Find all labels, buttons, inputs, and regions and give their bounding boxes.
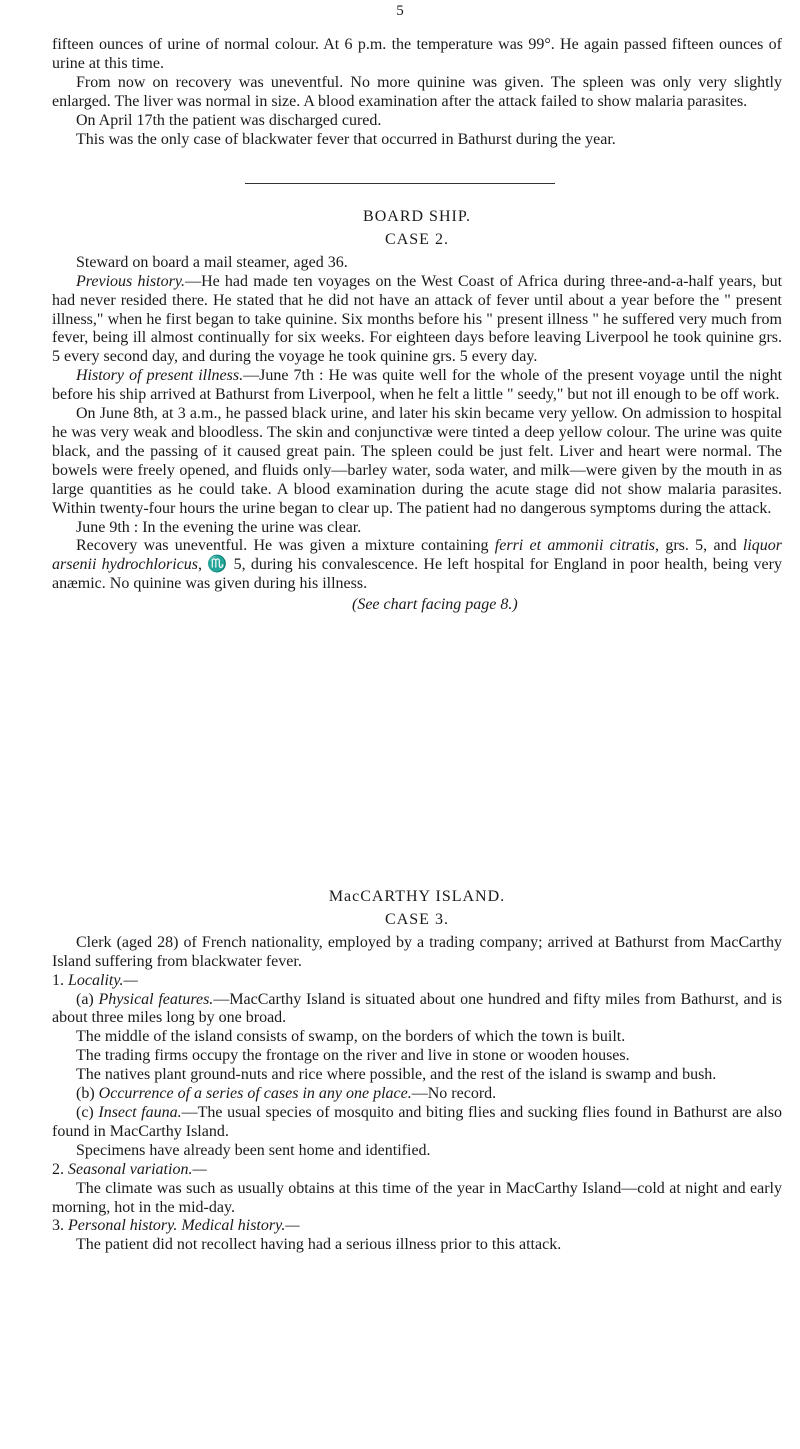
paragraph: Previous history.—He had made ten voyages on the West Coast of Africa during three-and-a-half years, but had never resided there. He stated that he did not have an attack of fever until about a year before the " present illness," when he first began to take quinine. Six months before his " present illness " he suffered very much from fever, being ill almost continually for six weeks. For eighteen days before leaving Liverpool he took quinine grs. 5 every second day, and during the voyage he took quinine grs. 5 every day. (52, 272, 783, 366)
section-heading: MacCARTHY ISLAND. (328, 888, 506, 905)
paragraph: On April 17th the patient was discharged cured. (76, 111, 382, 129)
paragraph: The trading firms occupy the frontage on the river and live in stone or wooden houses. (76, 1047, 630, 1065)
section-divider (245, 183, 555, 184)
paragraph: This was the only case of blackwater fever that occurred in Bathurst during the year. (76, 130, 616, 148)
case-3-section (52, 888, 782, 1255)
paragraph: The climate was such as usually obtains at this time of the year in MacCarthy Island—cold at night and early morning, hot in the mid-day. (52, 1179, 782, 1216)
numbered-heading: 2. Seasonal variation.— (52, 1160, 207, 1178)
case-heading: CASE 3. (385, 910, 449, 928)
chart-reference-note: (See chart facing page 8.) (352, 596, 518, 614)
paragraph: (a) Physical features.—MacCarthy Island is situated about one hundred and fifty miles from Bathurst, and is about three miles long by one broad. (52, 990, 783, 1027)
case-heading: CASE 2. (385, 230, 449, 248)
paragraph: Recovery was uneventful. He was given a mixture containing ferri et ammonii citratis, grs. 5, and liquor arsenii hydrochloricus, ♏ 5, during his convalescence. He left hospital for England in poor health, being very anæmic. No quinine was given during his illness. (52, 537, 783, 593)
inline-heading: History of present illness. (76, 367, 244, 385)
paragraph: (b) Occurrence of a series of cases in any one place.—No record. (76, 1085, 497, 1103)
paragraph: (c) Insect fauna.—The usual species of mosquito and biting flies and sucking flies found in Bathurst are also found in MacCarthy Island. (52, 1103, 782, 1140)
paragraph: From now on recovery was uneventful. No more quinine was given. The spleen was only very slightly enlarged. The liver was normal in size. A blood examination after the attack failed to show malaria parasites. (52, 73, 782, 110)
case-2-section (52, 208, 782, 615)
numbered-heading: 1. Locality.— (52, 971, 138, 989)
paragraph: The natives plant ground-nuts and rice where possible, and the rest of the island is swamp and bush. (76, 1066, 717, 1084)
paragraph: June 9th : In the evening the urine was clear. (76, 518, 362, 536)
paragraph: Steward on board a mail steamer, aged 36. (76, 253, 348, 271)
page-number: 5 (396, 3, 404, 19)
paragraph: The middle of the island consists of swamp, on the borders of which the town is built. (76, 1028, 626, 1046)
paragraph: The patient did not recollect having had a serious illness prior to this attack. (76, 1236, 562, 1254)
paragraph: Clerk (aged 28) of French nationality, employed by a trading company; arrived at Bathurst from MacCarthy Island suffering from blackwater fever. (52, 933, 782, 970)
paragraph: Specimens have already been sent home and identified. (76, 1141, 431, 1159)
paragraph: History of present illness.—June 7th : He was quite well for the whole of the present voyage until the night before his ship arrived at Bathurst from Liverpool, when he felt a little " seedy," but not ill enough to be off work. (52, 367, 783, 404)
numbered-heading: 3. Personal history. Medical history.— (52, 1217, 300, 1235)
section-heading: BOARD SHIP. (363, 208, 471, 225)
paragraph: On June 8th, at 3 a.m., he passed black urine, and later his skin became very yellow. On admission to hospital he was very weak and bloodless. The skin and conjunctivæ were tinted a deep yellow colour. The urine was quite black, and the passing of it caused great pain. The spleen could be just felt. Liver and heart were normal. The bowels were freely opened, and fluids only—barley water, soda water, and milk—were given by the mouth in as large quantities as he could take. A blood examination during the acute stage did not show malaria parasites. Within twenty-four hours the urine began to clear up. The patient had no dangerous symptoms during the attack. (52, 405, 782, 517)
paragraph: fifteen ounces of urine of normal colour. At 6 p.m. the temperature was 99°. He again passed fifteen ounces of urine at this time. (52, 36, 782, 72)
inline-heading: Previous history. (76, 272, 186, 290)
intro-section (52, 36, 782, 149)
